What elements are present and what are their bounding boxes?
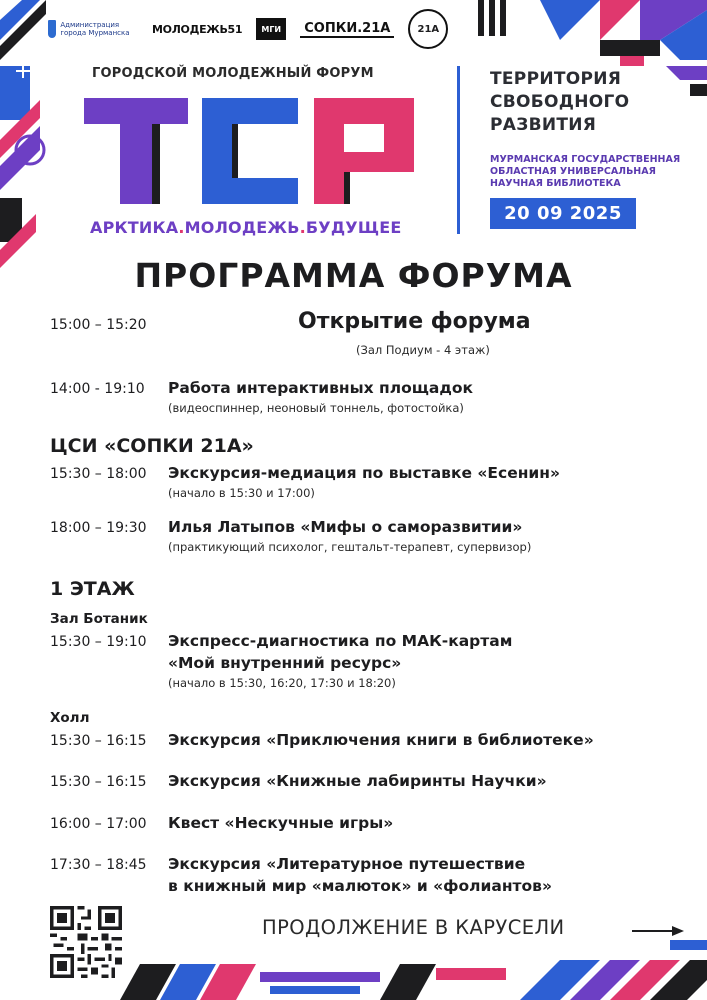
sopki-logo: СОПКИ.21А [300,21,394,38]
hall-event-2-title: Экскурсия «Книжные лабиринты Научки» [168,772,547,790]
hall-title: Холл [50,710,90,726]
interactive-note: (видеоспиннер, неоновый тоннель, фотостойка) [168,401,464,415]
sopki-section-title: ЦСИ «СОПКИ 21А» [50,435,254,457]
event-date: 20 09 2025 [490,198,636,229]
crest-icon [48,20,56,38]
forum-name-line-3: РАЗВИТИЯ [490,115,597,135]
hall-event-3-title: Квест «Нескучные игры» [168,814,394,832]
sopki-event-1-time: 15:30 – 18:00 [50,466,147,482]
interactive-time: 14:00 - 19:10 [50,381,145,397]
botanic-event-title-2: «Мой внутренний ресурс» [168,654,402,672]
sopki-event-2-time: 18:00 – 19:30 [50,520,147,536]
sopki-event-1-title: Экскурсия-медиация по выставке «Есенин» [168,464,560,482]
forum-motto: АРКТИКА.МОЛОДЕЖЬ.БУДУЩЕЕ [90,218,402,237]
hall-event-3-time: 16:00 – 17:00 [50,816,147,832]
sopki-event-2-note: (практикующий психолог, гештальт-терапевт, супервизор) [168,540,532,554]
continue-in-carousel[interactable]: ПРОДОЛЖЕНИЕ В КАРУСЕЛИ [262,916,565,939]
divider [457,66,460,234]
program-title: ПРОГРАММА ФОРУМА [134,256,573,295]
opening-time: 15:00 – 15:20 [50,317,147,333]
botanic-event-time: 15:30 – 19:10 [50,634,147,650]
admin-logo-text: Администрация города Мурманска [60,21,130,37]
motto-arctic: АРКТИКА [90,218,179,237]
tsr-logo [84,94,420,214]
forum-type: ГОРОДСКОЙ МОЛОДЕЖНЫЙ ФОРУМ [92,66,374,81]
youth51-logo: МОЛОДЕЖЬ51 [152,22,243,36]
floor-section-title: 1 ЭТАЖ [50,578,135,600]
motto-future: БУДУЩЕЕ [305,218,402,237]
last-event-title-2: в книжный мир «малюток» и «фолиантов» [168,877,552,895]
admin-logo [48,20,138,38]
forum-name-line-2: СВОБОДНОГО [490,92,630,112]
opening-title: Открытие форума [298,309,531,334]
motto-youth: МОЛОДЕЖЬ [184,218,300,237]
last-event-time: 17:30 – 18:45 [50,857,147,873]
qr-code[interactable] [50,906,122,978]
botanic-hall-title: Зал Ботаник [50,611,148,627]
sopki-event-2-title: Илья Латыпов «Мифы о саморазвитии» [168,518,523,536]
mgi-logo: МГИ [256,18,286,40]
last-event-title-1: Экскурсия «Литературное путешествие [168,855,526,873]
arrow-right-icon [632,926,684,936]
botanic-event-title-1: Экспресс-диагностика по МАК-картам [168,632,513,650]
interactive-title: Работа интерактивных площадок [168,379,474,397]
sopki-circle-logo: 21А [408,9,448,49]
botanic-event-note: (начало в 15:30, 16:20, 17:30 и 18:20) [168,676,396,690]
hall-event-1-title: Экскурсия «Приключения книги в библиотеке» [168,731,594,749]
sopki-event-1-note: (начало в 15:30 и 17:00) [168,486,315,500]
opening-note: (Зал Подиум - 4 этаж) [356,343,490,357]
hall-event-1-time: 15:30 – 16:15 [50,733,147,749]
venue-line-3: НАУЧНАЯ БИБЛИОТЕКА [490,178,621,189]
forum-name [490,68,629,137]
venue-line-2: ОБЛАСТНАЯ УНИВЕРСАЛЬНАЯ [490,166,656,177]
hall-event-2-time: 15:30 – 16:15 [50,774,147,790]
forum-name-line-1: ТЕРРИТОРИЯ [490,69,622,89]
venue [490,154,680,190]
venue-line-1: МУРМАНСКАЯ ГОСУДАРСТВЕННАЯ [490,154,681,165]
partner-logos [48,10,627,48]
